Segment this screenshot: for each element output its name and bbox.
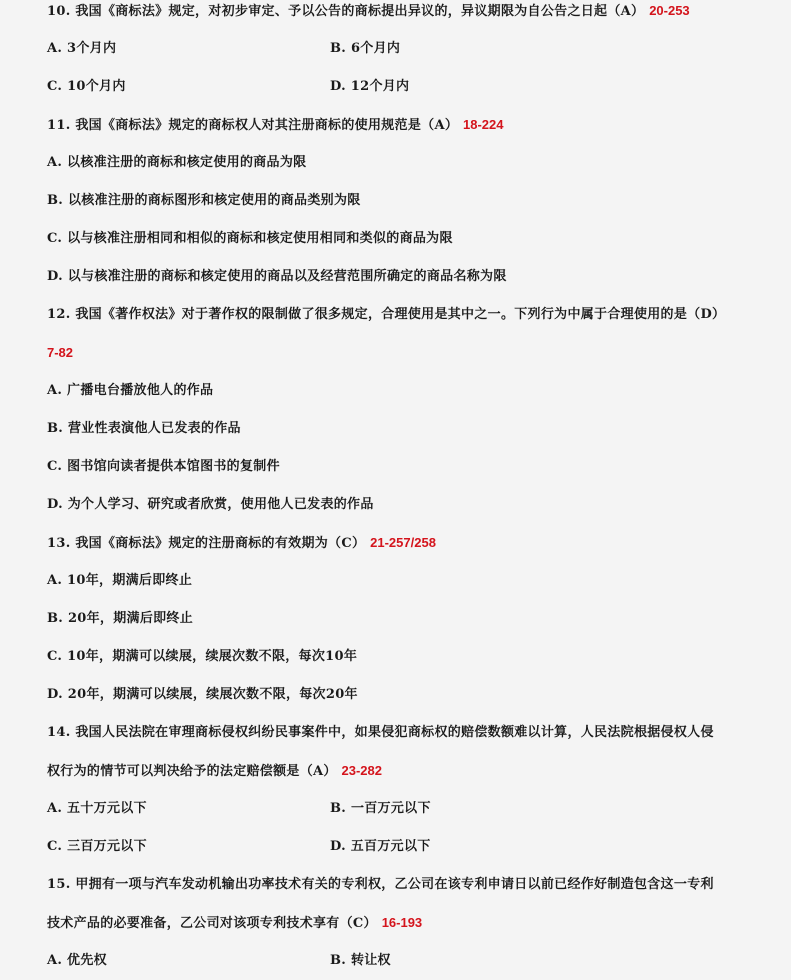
question-15-option-a: A. 优先权	[47, 953, 107, 968]
question-13-option-c: C. 10年，期满可以续展，续展次数不限，每次10年	[47, 649, 358, 664]
question-number: 13.	[47, 536, 71, 551]
question-12-stem	[47, 306, 725, 324]
question-15-option-b: B. 转让权	[330, 953, 391, 968]
question-10-option-d: D. 12个月内	[330, 79, 410, 94]
question-12-option-c: C. 图书馆向读者提供本馆图书的复制件	[47, 459, 280, 474]
question-number: 12.	[47, 307, 71, 322]
question-14-stem-line2	[47, 762, 382, 781]
question-12-option-a: A. 广播电台播放他人的作品	[47, 383, 214, 398]
question-10-option-a: A. 3个月内	[47, 41, 117, 56]
question-14-option-d: D. 五百万元以下	[330, 839, 431, 854]
question-text: 我国《商标法》规定的注册商标的有效期为（C）	[75, 536, 366, 551]
question-10-option-c: C. 10个月内	[47, 79, 126, 94]
question-15-stem-line2	[47, 914, 422, 933]
question-14-stem-line1	[47, 724, 714, 742]
question-14-option-a: A. 五十万元以下	[47, 801, 147, 816]
question-14-option-b: B. 一百万元以下	[330, 801, 431, 816]
question-15-stem-line1	[47, 876, 714, 894]
page-reference: 20-253	[649, 3, 690, 18]
page-reference: 7-82	[47, 345, 74, 360]
question-14-option-c: C. 三百万元以下	[47, 839, 147, 854]
question-text: 我国人民法院在审理商标侵权纠纷民事案件中，如果侵犯商标权的赔偿数额难以计算，人民法院根据侵权人侵	[75, 725, 714, 740]
question-text: 技术产品的必要准备，乙公司对该项专利技术享有（C）	[47, 916, 377, 931]
question-number: 14.	[47, 725, 71, 740]
question-number: 11.	[47, 118, 71, 133]
question-13-option-a: A. 10年，期满后即终止	[47, 573, 193, 588]
question-11-option-a: A. 以核准注册的商标和核定使用的商品为限	[47, 155, 307, 170]
question-text: 我国《商标法》规定，对初步审定、予以公告的商标提出异议的，异议期限为自公告之日起（A）	[75, 4, 645, 19]
question-12-option-b: B. 营业性表演他人已发表的作品	[47, 421, 241, 436]
question-text: 甲拥有一项与汽车发动机输出功率技术有关的专利权，乙公司在该专利申请日以前已经作好制造包含这一专利	[75, 877, 714, 892]
question-12-ref-line	[47, 344, 73, 363]
question-11-option-c: C. 以与核准注册相同和相似的商标和核定使用相同和类似的商品为限	[47, 231, 453, 246]
page-reference: 21-257/258	[370, 535, 436, 550]
question-11-option-d: D. 以与核准注册的商标和核定使用的商品以及经营范围所确定的商品名称为限	[47, 269, 507, 284]
question-13-option-d: D. 20年，期满可以续展，续展次数不限，每次20年	[47, 687, 358, 702]
question-12-option-d: D. 为个人学习、研究或者欣赏，使用他人已发表的作品	[47, 497, 374, 512]
question-10-option-b: B. 6个月内	[330, 41, 401, 56]
question-13-option-b: B. 20年，期满后即终止	[47, 611, 194, 626]
question-10-stem	[47, 2, 690, 21]
question-11-stem	[47, 116, 503, 135]
question-11-option-b: B. 以核准注册的商标图形和核定使用的商品类别为限	[47, 193, 361, 208]
page-reference: 18-224	[462, 117, 504, 132]
question-text: 我国《著作权法》对于著作权的限制做了很多规定，合理使用是其中之一。下列行为中属于合理使用的是（D）	[75, 307, 726, 322]
question-text: 我国《商标法》规定的商标权人对其注册商标的使用规范是（A）	[75, 118, 459, 133]
question-13-stem	[47, 534, 436, 553]
question-text: 权行为的情节可以判决给予的法定赔偿额是（A）	[47, 764, 337, 779]
question-number: 10.	[47, 4, 71, 19]
page-reference: 23-282	[341, 763, 382, 778]
question-number: 15.	[47, 877, 71, 892]
page-reference: 16-193	[381, 915, 423, 930]
